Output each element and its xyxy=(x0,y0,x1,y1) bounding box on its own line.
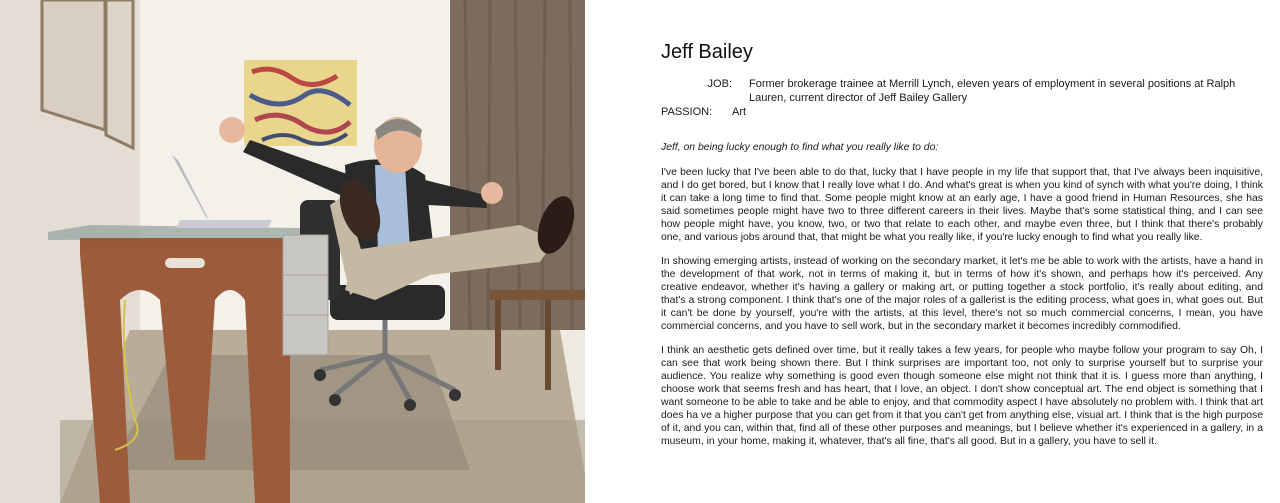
job-label: JOB: xyxy=(707,78,732,90)
profile-text-panel xyxy=(661,40,1263,500)
passion-value: Art xyxy=(732,106,747,118)
passion-row xyxy=(661,105,1263,119)
job-row xyxy=(661,77,1263,105)
profile-name: Jeff Bailey xyxy=(661,41,753,63)
job-value: Former brokerage trainee at Merrill Lynch, eleven years of employment in several positions at Ralph Lauren, current director of Jeff Bailey Gallery xyxy=(749,78,1236,104)
passion-label: PASSION: xyxy=(661,106,713,118)
paragraph-3: I think an aesthetic gets defined over time, but it really takes a few years, for people who maybe follow your program to say Oh, I can see that work being shown there. But I think surprises are important too, not only to surprise yourself but to surprise your audience. You realize why something is good even though someone else might not think that it is. I guess more than anything, I choose work that seems fresh and has heart, that I love, an object. I don't show conceptual art. The end object is something that I want someone to be able to take and be able to enjoy, and that commodity aspect I have absolutely no problem with. I think that art does ha ve a higher purpose that you can get from it that you can't get from anything else, visual art. I think that is the high purpose of it, and you can, within that, find all of these other purposes and meanings, but I believe whether it's experienced in a gallery, in a museum, in your home, making it, whatever, that's all fine, that's all good. But in a gallery, you have to sell it. xyxy=(661,345,1263,447)
paragraph-2: In showing emerging artists, instead of working on the secondary market, it let's me be able to work with the artists, have a hand in the development of that work, not in terms of making it, but in terms of how it's shown, and perhaps how it's perceived. Any creative endeavor, whether it's having a gallery or making art, or putting together a stock portfolio, it's really about editing, and that's a strong component. I think that's one of the major roles of a gallerist is the editing process, what goes in, what goes out. But it can't be done by yourself, you're with the artists, at this level, there's not so much commercial concerns, I mean, you have commercial concerns, and you have to sell work, but in the secondary market it becomes incredibly commodified. xyxy=(661,256,1263,332)
paragraph-1: I've been lucky that I've been able to do that, lucky that I have people in my life that support that, that I've always been inquisitive, and I do get bored, but I know that I really love what I do. And what's great is when you kind of synch with what you're doing, I think it can take a long time to find that. Some people might know at an early age, I have a good friend in Human Resources, she has said sometimes people might have two to three different careers in their lives. Maybe that's some statistical thing, and I can see how people might have, you know, two, or two that relate to each other, and maybe even three, but I think that there's probably one, and various jobs around that, that might be what you really like, if you're lucky enough to find what you really like. xyxy=(661,167,1263,243)
interview-lead: Jeff, on being lucky enough to find what you really like to do: xyxy=(661,142,939,153)
